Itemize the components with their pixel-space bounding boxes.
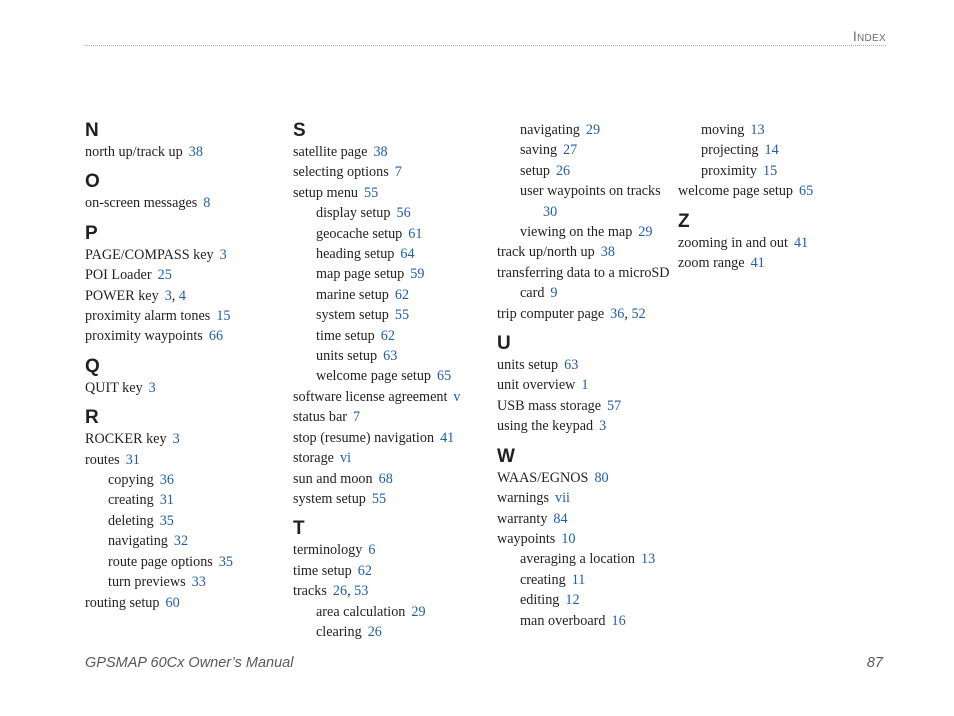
index-subentry bbox=[293, 346, 493, 366]
index-term: proximity bbox=[701, 162, 757, 179]
page-reference-link[interactable]: 35 bbox=[159, 512, 174, 529]
page-reference-link[interactable]: 13 bbox=[641, 551, 656, 568]
index-entry bbox=[497, 468, 677, 488]
page-reference-link[interactable]: 56 bbox=[396, 205, 411, 222]
page-reference-link[interactable]: 3 bbox=[219, 246, 227, 263]
index-letter-heading: O bbox=[85, 171, 100, 193]
index-term: time setup bbox=[316, 327, 375, 344]
page-reference-link[interactable]: 55 bbox=[364, 184, 379, 201]
page-reference-link[interactable]: 36 bbox=[610, 305, 625, 322]
index-term: satellite page bbox=[293, 144, 368, 160]
page-reference-link[interactable]: 29 bbox=[411, 603, 426, 620]
index-letter-heading: N bbox=[85, 120, 99, 141]
index-term: selecting options bbox=[293, 164, 389, 181]
index-entry bbox=[293, 142, 493, 162]
page-reference-link[interactable]: 84 bbox=[553, 510, 568, 527]
index-subentry bbox=[293, 366, 493, 386]
index-entry: tracks 26, 53 bbox=[293, 583, 369, 600]
index-entry bbox=[85, 429, 285, 449]
index-letter-heading: Z bbox=[678, 210, 690, 232]
page-reference-link[interactable]: 26 bbox=[367, 623, 382, 640]
page-reference-link[interactable]: 36 bbox=[159, 472, 174, 489]
page-reference-link[interactable]: 52 bbox=[631, 305, 646, 322]
page-reference-link[interactable]: 29 bbox=[638, 224, 653, 241]
index-term: user waypoints on tracks bbox=[520, 183, 661, 200]
index-term: welcome page setup bbox=[316, 368, 432, 385]
footer-manual-title: GPSMAP 60Cx Owner’s Manual bbox=[85, 655, 294, 671]
index-term: unit overview bbox=[497, 377, 576, 394]
index-subentry bbox=[293, 244, 493, 264]
index-entry bbox=[85, 265, 285, 285]
index-subentry bbox=[497, 222, 677, 242]
index-term: clearing bbox=[316, 623, 362, 640]
index-letter-heading: Q bbox=[85, 355, 100, 377]
index-term: welcome page setup bbox=[678, 183, 794, 200]
page-reference-link[interactable]: 16 bbox=[611, 612, 626, 629]
index-term: terminology bbox=[293, 542, 363, 559]
index-subentry bbox=[497, 549, 677, 569]
index-term: status bar bbox=[293, 409, 347, 426]
index-entry bbox=[293, 448, 493, 468]
page-reference-link[interactable]: 32 bbox=[173, 533, 189, 550]
index-entry bbox=[85, 326, 285, 346]
page-reference-link[interactable]: 62 bbox=[394, 286, 410, 303]
page-reference-link[interactable]: 41 bbox=[793, 234, 809, 251]
index-entry: POWER key 3, 4 bbox=[85, 287, 186, 304]
index-term: navigating bbox=[108, 533, 168, 550]
index-term: creating bbox=[520, 571, 566, 588]
index-entry bbox=[497, 242, 677, 262]
index-entry bbox=[85, 142, 285, 162]
index-term: trip computer page bbox=[497, 305, 605, 322]
index-term: proximity alarm tones bbox=[85, 308, 211, 325]
index-column-1 bbox=[85, 120, 285, 613]
page-reference-link[interactable]: 27 bbox=[563, 142, 578, 159]
page-reference-link[interactable]: 55 bbox=[371, 490, 387, 507]
index-entry bbox=[293, 407, 493, 427]
page-reference-link[interactable]: 7 bbox=[394, 164, 402, 181]
page-reference-link[interactable]: 31 bbox=[159, 492, 174, 509]
page-reference-link[interactable]: 3 bbox=[164, 287, 172, 304]
page-reference-link[interactable]: vii bbox=[555, 490, 570, 507]
index-entry bbox=[85, 306, 285, 326]
index-term: USB mass storage bbox=[497, 397, 602, 414]
index-column-3 bbox=[497, 120, 677, 631]
index-term: marine setup bbox=[316, 286, 389, 303]
index-subentry bbox=[497, 161, 677, 181]
index-term: setup bbox=[520, 162, 550, 179]
index-term: area calculation bbox=[316, 603, 406, 620]
index-subentry bbox=[497, 570, 677, 590]
index-entry bbox=[293, 469, 493, 489]
index-entry bbox=[85, 450, 285, 470]
index-entry bbox=[497, 396, 677, 416]
index-term: stop (resume) navigation bbox=[293, 429, 435, 446]
page-reference-link[interactable]: 26 bbox=[555, 162, 571, 179]
index-term: QUIT key bbox=[85, 379, 143, 396]
index-entry bbox=[293, 183, 493, 203]
index-subentry bbox=[293, 203, 493, 223]
index-subentry bbox=[293, 602, 493, 622]
index-entry bbox=[497, 509, 677, 529]
page-reference-link[interactable]: vi bbox=[339, 450, 352, 467]
index-entry bbox=[497, 529, 677, 549]
page-reference-link[interactable]: v bbox=[453, 388, 461, 405]
index-subentry bbox=[293, 305, 493, 325]
index-term: north up/track up bbox=[85, 144, 183, 160]
index-subentry bbox=[497, 590, 677, 610]
page-reference-link[interactable]: 38 bbox=[600, 244, 615, 261]
page-reference-link[interactable]: 41 bbox=[440, 429, 455, 446]
index-letter-heading: S bbox=[293, 120, 306, 141]
index-term: routing setup bbox=[85, 594, 160, 611]
page-reference-link[interactable]: 66 bbox=[208, 328, 224, 345]
index-term: navigating bbox=[520, 122, 580, 138]
page-reference-link[interactable]: 65 bbox=[799, 183, 814, 200]
page-reference-link[interactable]: 33 bbox=[191, 574, 206, 591]
index-entry bbox=[293, 387, 493, 407]
index-term: man overboard bbox=[520, 612, 606, 629]
index-term: zoom range bbox=[678, 255, 745, 272]
index-term: WAAS/EGNOS bbox=[497, 469, 589, 486]
index-subentry bbox=[293, 622, 493, 642]
index-letter-heading: T bbox=[293, 518, 305, 540]
page-reference-link[interactable]: 64 bbox=[400, 246, 415, 263]
page-reference-link[interactable]: 59 bbox=[410, 266, 425, 283]
index-term: saving bbox=[520, 142, 558, 159]
page-reference-link[interactable]: 1 bbox=[581, 377, 589, 394]
index-term: software license agreement bbox=[293, 388, 448, 405]
index-term: transferring data to a microSD bbox=[497, 264, 670, 281]
page-reference-link[interactable]: 11 bbox=[571, 571, 586, 588]
index-subentry bbox=[85, 470, 285, 490]
page-reference-link[interactable]: 62 bbox=[380, 327, 395, 344]
index-entry bbox=[293, 561, 493, 581]
index-term: using the keypad bbox=[497, 418, 594, 435]
index-letter-heading: U bbox=[497, 333, 511, 355]
index-term: turn previews bbox=[108, 574, 186, 591]
index-term: setup menu bbox=[293, 184, 359, 201]
page-reference-link[interactable]: 30 bbox=[543, 203, 558, 220]
page-reference-link[interactable]: 41 bbox=[750, 255, 765, 272]
index-subentry bbox=[85, 511, 285, 531]
page-reference-link[interactable]: 13 bbox=[750, 122, 765, 138]
index-entry bbox=[678, 233, 878, 253]
page-reference-link[interactable]: 65 bbox=[437, 368, 452, 385]
index-entry bbox=[85, 593, 285, 613]
index-term: map page setup bbox=[316, 266, 405, 283]
page-reference-link[interactable]: 57 bbox=[607, 397, 622, 414]
index-subentry bbox=[85, 572, 285, 592]
page-reference-link[interactable]: 62 bbox=[357, 562, 372, 579]
footer-page-number: 87 bbox=[866, 655, 883, 671]
index-term: units setup bbox=[497, 357, 559, 374]
index-letter-heading: W bbox=[497, 445, 515, 467]
index-letter-heading: R bbox=[85, 407, 99, 429]
index-term: sun and moon bbox=[293, 470, 373, 487]
page-reference-link[interactable]: 14 bbox=[764, 142, 779, 159]
index-entry bbox=[293, 162, 493, 182]
index-subentry bbox=[497, 181, 677, 201]
page-reference-link[interactable]: 53 bbox=[354, 583, 369, 600]
page-reference-link[interactable]: 38 bbox=[188, 144, 203, 160]
index-entry bbox=[293, 489, 493, 509]
index-entry bbox=[85, 378, 285, 398]
index-subentry bbox=[497, 140, 677, 160]
index-subentry bbox=[85, 490, 285, 510]
index-term: time setup bbox=[293, 562, 352, 579]
index-column-2 bbox=[293, 120, 493, 642]
page-reference-link[interactable]: 25 bbox=[157, 267, 172, 284]
index-term: geocache setup bbox=[316, 225, 403, 242]
page-reference-link[interactable]: 3 bbox=[148, 379, 156, 396]
page-reference-link[interactable]: 12 bbox=[565, 592, 580, 609]
index-subentry bbox=[85, 552, 285, 572]
index-term: zooming in and out bbox=[678, 234, 788, 251]
index-entry bbox=[497, 488, 677, 508]
index-term: waypoints bbox=[497, 530, 556, 547]
page-reference-link[interactable]: 15 bbox=[216, 308, 231, 325]
index-subentry bbox=[293, 326, 493, 346]
page-reference-link[interactable]: 10 bbox=[561, 530, 576, 547]
index-term: deleting bbox=[108, 512, 154, 529]
index-entry bbox=[497, 416, 677, 436]
index-term: moving bbox=[701, 122, 745, 138]
index-term: heading setup bbox=[316, 246, 395, 263]
index-entry bbox=[497, 355, 677, 375]
page-reference-link[interactable]: 4 bbox=[178, 287, 186, 304]
index-entry bbox=[85, 245, 285, 265]
page-reference-link[interactable]: 68 bbox=[378, 470, 393, 487]
index-entry bbox=[497, 263, 677, 283]
page-reference-link[interactable]: 29 bbox=[585, 122, 601, 138]
index-subentry bbox=[497, 202, 677, 222]
page-reference-link[interactable]: 8 bbox=[203, 195, 211, 212]
index-subentry bbox=[85, 531, 285, 551]
page-reference-link[interactable]: 35 bbox=[218, 553, 233, 570]
index-term: track up/north up bbox=[497, 244, 595, 261]
index-subentry bbox=[678, 140, 878, 160]
index-term: tracks bbox=[293, 583, 327, 600]
page-reference-link[interactable]: 60 bbox=[165, 594, 180, 611]
index-entry bbox=[678, 253, 878, 273]
index-term: routes bbox=[85, 451, 120, 468]
index-term: storage bbox=[293, 450, 334, 467]
page-reference-link[interactable]: 63 bbox=[564, 357, 579, 374]
index-subentry bbox=[497, 611, 677, 631]
index-term: averaging a location bbox=[520, 551, 636, 568]
index-term: card bbox=[520, 285, 545, 302]
index-subentry bbox=[497, 283, 677, 303]
index-term: system setup bbox=[316, 307, 389, 324]
page-reference-link[interactable]: 31 bbox=[125, 451, 140, 468]
index-term: proximity waypoints bbox=[85, 328, 203, 345]
page-reference-link[interactable]: 61 bbox=[408, 225, 423, 242]
index-term: POWER key bbox=[85, 287, 159, 304]
index-term: viewing on the map bbox=[520, 224, 633, 241]
header-rule bbox=[85, 45, 886, 46]
index-term: system setup bbox=[293, 490, 366, 507]
index-subentry bbox=[293, 264, 493, 284]
index-term: route page options bbox=[108, 553, 213, 570]
index-term: warranty bbox=[497, 510, 548, 527]
index-entry bbox=[293, 428, 493, 448]
index-entry bbox=[293, 540, 493, 560]
index-subentry bbox=[678, 161, 878, 181]
page-reference-link[interactable]: 6 bbox=[368, 542, 376, 559]
index-term: units setup bbox=[316, 348, 378, 365]
index-term: POI Loader bbox=[85, 267, 152, 284]
index-entry bbox=[678, 181, 878, 201]
index-term: warnings bbox=[497, 490, 550, 507]
page-reference-link[interactable]: 38 bbox=[373, 144, 388, 160]
index-term: projecting bbox=[701, 142, 759, 159]
page-reference-link[interactable]: 15 bbox=[762, 162, 778, 179]
index-term: PAGE/COMPASS key bbox=[85, 246, 214, 263]
page-reference-link[interactable]: 7 bbox=[352, 409, 361, 426]
page-reference-link[interactable]: 80 bbox=[594, 469, 609, 486]
index-term: ROCKER key bbox=[85, 431, 167, 448]
index-subentry bbox=[293, 224, 493, 244]
page-reference-link[interactable]: 3 bbox=[172, 431, 180, 448]
index-subentry bbox=[497, 120, 677, 140]
index-column-4 bbox=[678, 120, 878, 273]
index-entry bbox=[85, 193, 285, 213]
section-title: Index bbox=[852, 28, 886, 44]
page-reference-link[interactable]: 63 bbox=[383, 348, 398, 365]
page-reference-link[interactable]: 26 bbox=[332, 583, 348, 600]
index-entry bbox=[497, 375, 677, 395]
index-term: display setup bbox=[316, 205, 391, 222]
index-term: copying bbox=[108, 472, 154, 489]
page-reference-link[interactable]: 9 bbox=[550, 285, 558, 302]
page-reference-link[interactable]: 3 bbox=[599, 418, 607, 435]
index-subentry bbox=[293, 285, 493, 305]
index-term: creating bbox=[108, 492, 154, 509]
index-subentry bbox=[678, 120, 878, 140]
index-entry: trip computer page 36, 52 bbox=[497, 305, 646, 322]
page-reference-link[interactable]: 55 bbox=[394, 307, 410, 324]
index-term: editing bbox=[520, 592, 560, 609]
index-letter-heading: P bbox=[85, 222, 98, 244]
index-term: on-screen messages bbox=[85, 195, 198, 212]
